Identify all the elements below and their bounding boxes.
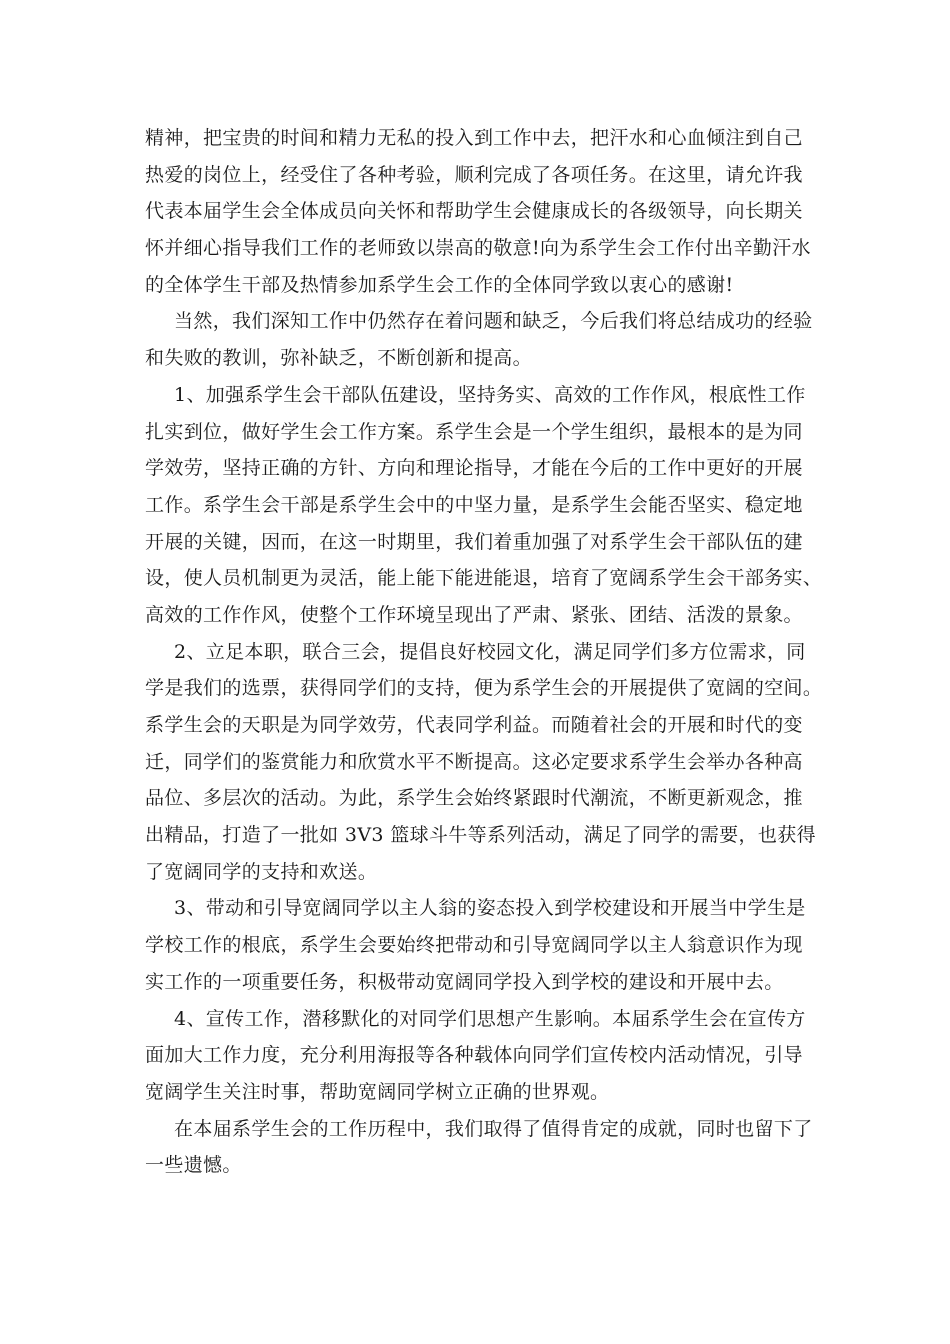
- text-line: 的全体学生干部及热情参加系学生会工作的全体同学致以衷心的感谢!: [145, 273, 734, 296]
- text-line: 3、带动和引导宽阔同学以主人翁的姿态投入到学校建设和开展当中学生是: [174, 897, 806, 920]
- text-line: 怀并细心指导我们工作的老师致以崇高的敬意!向为系学生会工作付出辛勤汗水: [145, 237, 811, 260]
- text-line: 学效劳，坚持正确的方针、方向和理论指导，才能在今后的工作中更好的开展: [145, 457, 803, 480]
- text-line: 精神，把宝贵的时间和精力无私的投入到工作中去，把汗水和心血倾注到自己: [145, 127, 803, 149]
- text-line: 热爱的岗位上，经受住了各种考验，顺利完成了各项任务。在这里，请允许我: [145, 163, 803, 186]
- text-line: 当然，我们深知工作中仍然存在着问题和缺乏，今后我们将总结成功的经验: [174, 310, 813, 333]
- text-line: 品位、多层次的活动。为此，系学生会始终紧跟时代潮流，不断更新观念，推: [145, 787, 803, 810]
- text-line: 2、立足本职，联合三会，提倡良好校园文化，满足同学们多方位需求，同: [174, 640, 806, 663]
- text-line: 学是我们的选票，获得同学们的支持，便为系学生会的开展提供了宽阔的空间。: [145, 677, 823, 700]
- text-line: 实工作的一项重要任务，积极带动宽阔同学投入到学校的建设和开展中去。: [145, 970, 784, 993]
- text-line: 出精品，打造了一批如 3V3 篮球斗牛等系列活动，满足了同学的需要，也获得: [145, 824, 816, 847]
- text-line: 宽阔学生关注时事，帮助宽阔同学树立正确的世界观。: [145, 1080, 610, 1103]
- body-text: [145, 120, 823, 1184]
- text-line: 学校工作的根底，系学生会要始终把带动和引导宽阔同学以主人翁意识作为现: [145, 934, 803, 957]
- text-line: 系学生会的天职是为同学效劳，代表同学利益。而随着社会的开展和时代的变: [145, 714, 803, 736]
- text-line: 一些遗憾。: [145, 1154, 242, 1177]
- text-line: 迁，同学们的鉴赏能力和欣赏水平不断提高。这必定要求系学生会举办各种高: [145, 750, 803, 773]
- text-line: 高效的工作作风，使整个工作环境呈现出了严肃、紧张、团结、活泼的景象。: [145, 603, 803, 626]
- text-line: 代表本届学生会全体成员向关怀和帮助学生会健康成长的各级领导，向长期关: [145, 200, 803, 223]
- text-line: 4、宣传工作，潜移默化的对同学们思想产生影响。本届系学生会在宣传方: [174, 1007, 806, 1030]
- text-line: 和失败的教训，弥补缺乏，不断创新和提高。: [145, 347, 533, 370]
- text-line: 开展的关键，因而，在这一时期里，我们着重加强了对系学生会干部队伍的建: [145, 530, 803, 553]
- text-line: 了宽阔同学的支持和欢送。: [145, 860, 378, 883]
- text-line: 1、加强系学生会干部队伍建设，坚持务实、高效的工作作风，根底性工作: [174, 383, 806, 406]
- text-line: 面加大工作力度，充分利用海报等各种载体向同学们宣传校内活动情况，引导: [145, 1044, 803, 1067]
- text-line: 设，使人员机制更为灵活，能上能下能进能退，培育了宽阔系学生会干部务实、: [145, 567, 823, 590]
- text-line: 工作。系学生会干部是系学生会中的中坚力量，是系学生会能否坚实、稳定地: [145, 493, 803, 516]
- text-line: 扎实到位，做好学生会工作方案。系学生会是一个学生组织，最根本的是为同: [145, 420, 803, 443]
- text-line: 在本届系学生会的工作历程中，我们取得了值得肯定的成就，同时也留下了: [174, 1117, 813, 1140]
